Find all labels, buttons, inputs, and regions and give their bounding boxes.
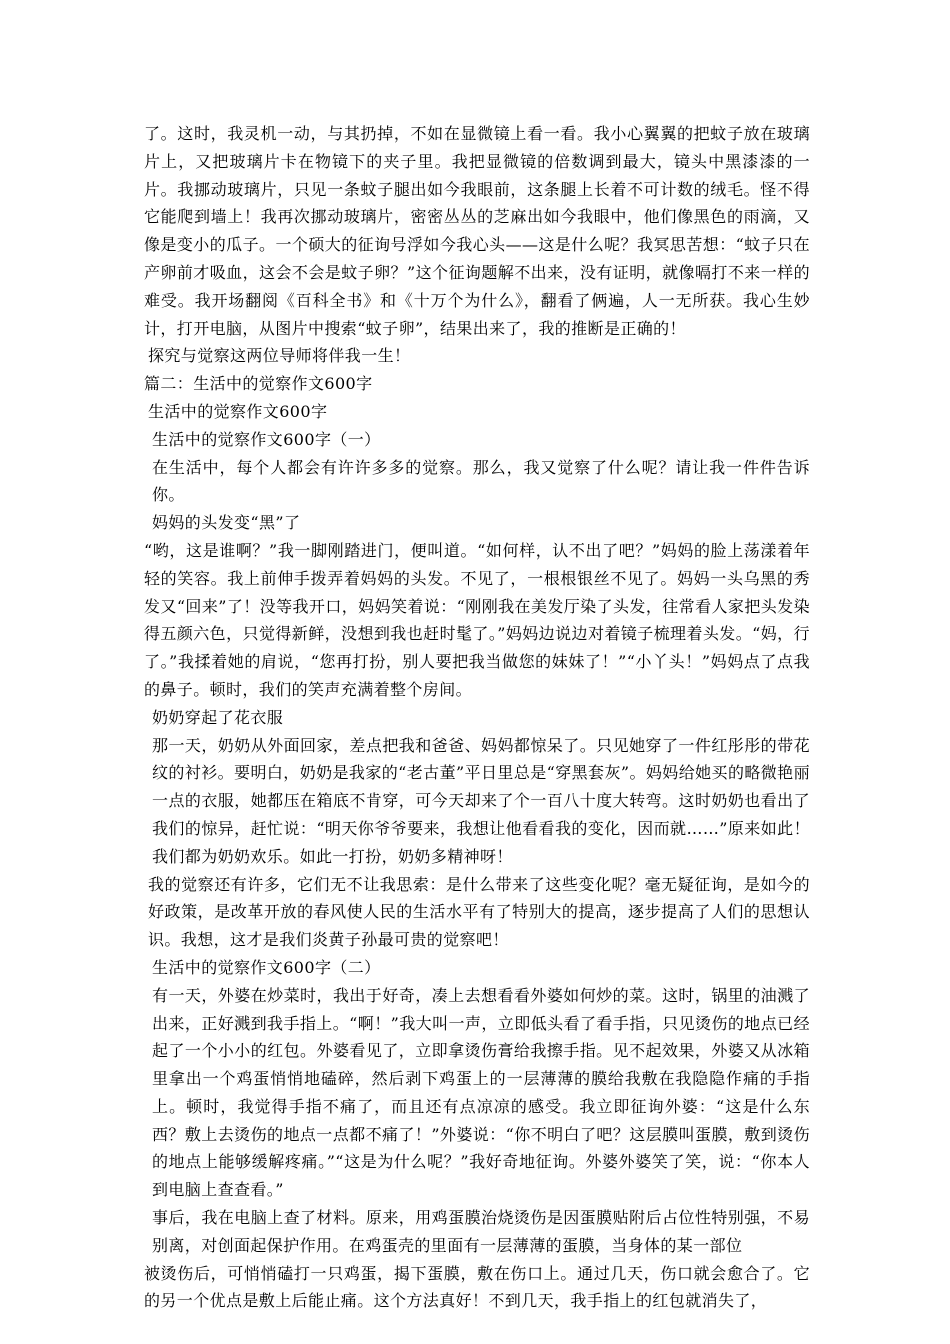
subsection-heading: 生活中的觉察作文600字（一）: [152, 429, 381, 449]
body-paragraph: 那一天，奶奶从外面回家，差点把我和爸爸、妈妈都惊呆了。只见她穿了一件红彤彤的带花纹的衬衫。要明白，奶奶是我家的“老古董”平日里总是“穿黑套灰”。妈妈给她买的略微艳丽一点的衣服，她都压在箱底不肯穿，可今天却来了个一百八十度大转弯。这时奶奶也看出了我们的惊异，赶忙说：“明天你爷爷要来，我想让他看看我的变化，因而就……”原来如此！我们都为奶奶欢乐。如此一打扮，奶奶多精神呀！: [152, 735, 810, 866]
subsection-heading: 生活中的觉察作文600字（二）: [152, 957, 381, 977]
section-heading: 篇二：生活中的觉察作文600字: [144, 374, 373, 394]
body-paragraph: 有一天，外婆在炒菜时，我出于好奇，凑上去想看看外婆如何炒的菜。这时，锅里的油溅了出来，正好溅到我手指上。“啊！”我大叫一声，立即低头看了看手指，只见烫伤的地点已经起了一个小小的红包。外婆看见了，立即拿烫伤膏给我擦手指。见不起效果，外婆又从冰箱里拿出一个鸡蛋悄悄地磕碎，然后剥下鸡蛋上的一层薄薄的膜给我敷在我隐隐作痛的手指上。顿时，我觉得手指不痛了，而且还有点凉凉的感受。我立即征询外婆：“这是什么东西？敷上去烫伤的地点一点都不痛了！”外婆说：“你不明白了吧？这层膜叫蛋膜，敷到烫伤的地点上能够缓解疼痛。”“这是为什么呢？”我好奇地征询。外婆外婆笑了笑，说：“你本人到电脑上查查看。”: [152, 985, 810, 1200]
body-paragraph: 被烫伤后，可悄悄磕打一只鸡蛋，揭下蛋膜，敷在伤口上。通过几天，伤口就会愈合了。它的另一个优点是敷上后能止痛。这个方法真好！不到几天，我手指上的红包就消失了，: [144, 1263, 810, 1311]
body-paragraph: 在生活中，每个人都会有许许多多的觉察。那么，我又觉察了什么呢？请让我一件件告诉你。: [152, 457, 810, 505]
document-body: [144, 120, 810, 1315]
body-paragraph: 探究与觉察这两位导师将伴我一生！: [148, 346, 411, 366]
essay-title: 生活中的觉察作文600字: [148, 401, 328, 421]
body-paragraph: 事后，我在电脑上查了材料。原来，用鸡蛋膜治烧烫伤是因蛋膜贴附后占位性特别强，不易别离，对创面起保护作用。在鸡蛋壳的里面有一层薄薄的蛋膜，当身体的某一部位: [152, 1208, 810, 1255]
subsection-heading: 奶奶穿起了花衣服: [152, 707, 284, 727]
body-paragraph: 我的觉察还有许多，它们无不让我思索：是什么带来了这些变化呢？毫无疑征询，是如今的好政策，是改革开放的春风使人民的生活水平有了特别大的提高，逐步提高了人们的思想认识。我想，这才是我们炎黄子孙最可贵的觉察吧！: [148, 874, 810, 950]
body-paragraph: “哟，这是谁啊？”我一脚刚踏进门，便叫道。“如何样，认不出了吧？”妈妈的脸上荡漾着年轻的笑容。我上前伸手拨弄着妈妈的头发。不见了，一根根银丝不见了。妈妈一头乌黑的秀发又“回来”了！没等我开口，妈妈笑着说：“刚刚我在美发厅染了头发，往常看人家把头发染得五颜六色，只觉得新鲜，没想到我也赶时髦了。”妈妈边说边对着镜子梳理着头发。“妈，行了。”我揉着她的肩说，“您再打扮，别人要把我当做您的妹妹了！”“小丫头！”妈妈点了点我的鼻子。顿时，我们的笑声充满着整个房间。: [144, 540, 810, 699]
body-paragraph: 了。这时，我灵机一动，与其扔掉，不如在显微镜上看一看。我小心翼翼的把蚊子放在玻璃片上，又把玻璃片卡在物镜下的夹子里。我把显微镜的倍数调到最大，镜头中黑漆漆的一片。我挪动玻璃片，只见一条蚊子腿出如今我眼前，这条腿上长着不可计数的绒毛。怪不得它能爬到墙上！我再次挪动玻璃片，密密丛丛的芝麻出如今我眼中，他们像黑色的雨滴，又像是变小的瓜子。一个硕大的征询号浮如今我心头——这是什么呢？我冥思苦想：“蚊子只在产卵前才吸血，这会不会是蚊子卵？”这个征询题解不出来，没有证明，就像嗝打不来一样的难受。我开场翻阅《百科全书》和《十万个为什么》，翻看了俩遍，人一无所获。我心生妙计，打开电脑，从图片中搜索“蚊子卵”，结果出来了，我的推断是正确的！: [144, 124, 810, 338]
subsection-heading: 妈妈的头发变“黑”了: [152, 513, 301, 533]
